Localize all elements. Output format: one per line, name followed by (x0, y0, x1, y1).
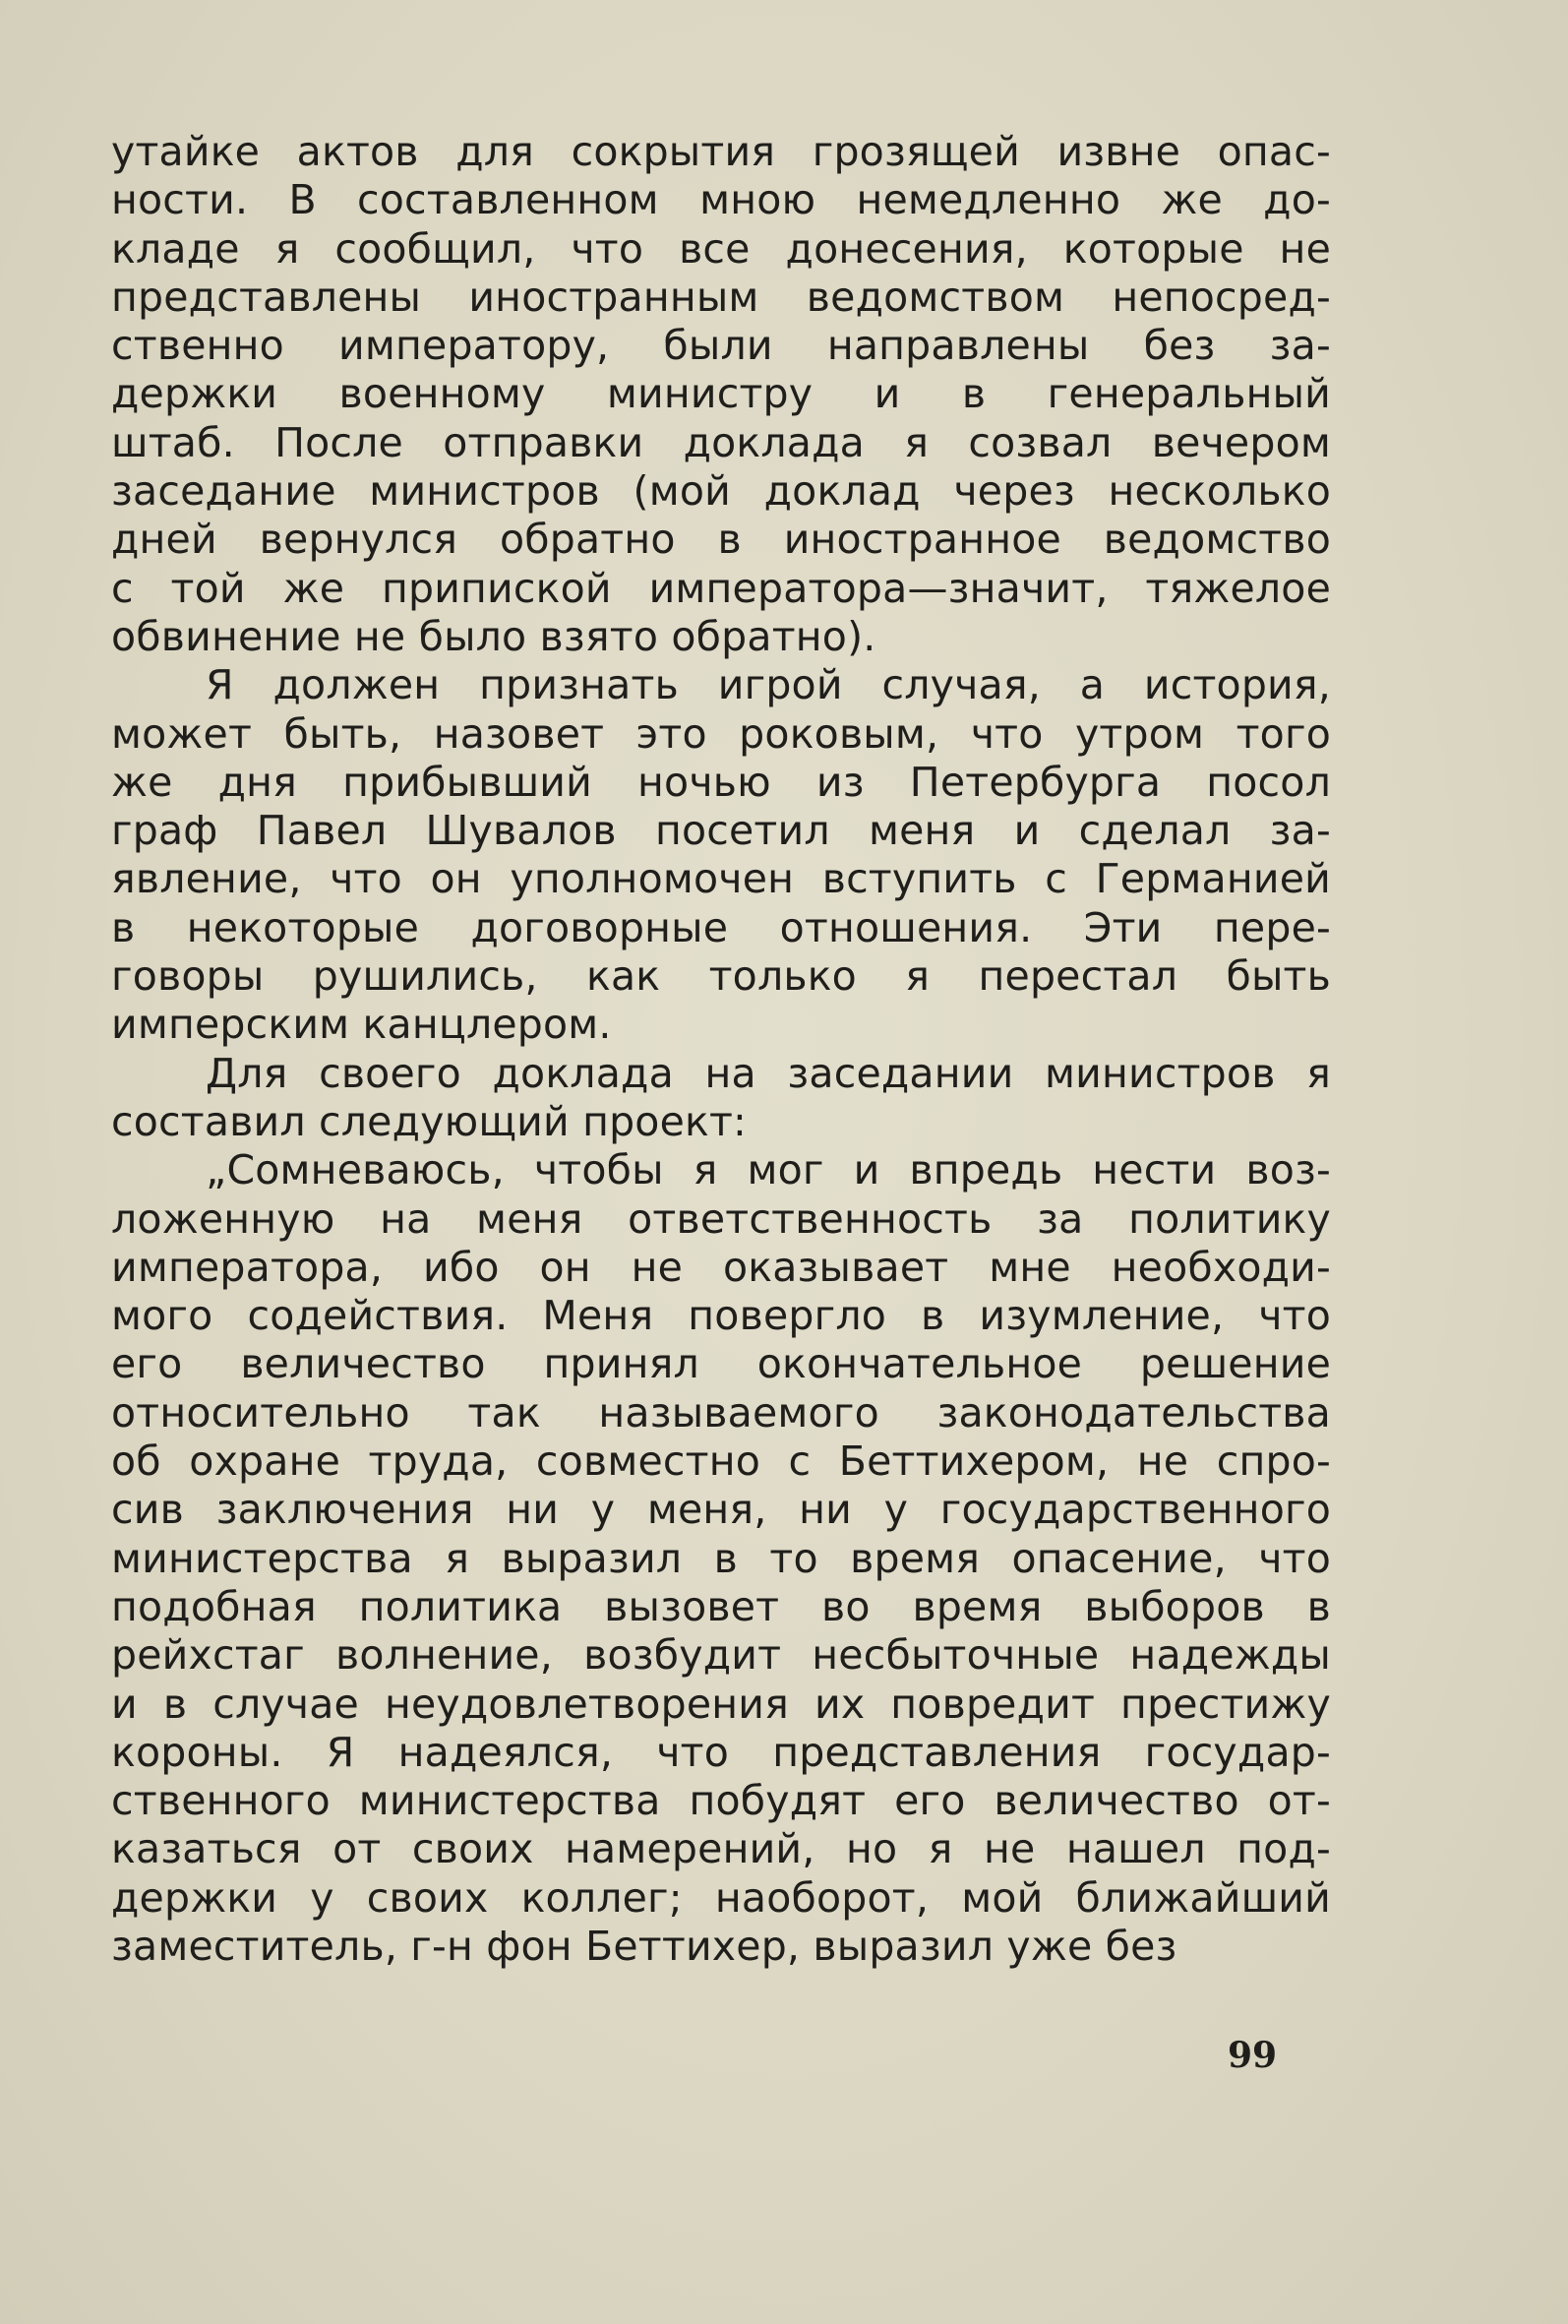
text-line: штаб. После отправки доклада я созвал вечером (111, 418, 1331, 466)
paragraph (111, 661, 1331, 1049)
text-line: заместитель, г-н фон Беттихер, выразил уже без (111, 1922, 1177, 1970)
text-line: имперским канцлером. (111, 1001, 612, 1049)
text-line: обвинение не было взято обратно). (111, 612, 876, 660)
text-line: короны. Я надеялся, что представления государ- (111, 1728, 1331, 1776)
text-line: ственно императору, были направлены без за- (111, 322, 1331, 370)
text-line: „Сомневаюсь, чтобы я мог и впредь нести воз- (206, 1146, 1331, 1194)
text-line: держки у своих коллег; наоборот, мой ближайший (111, 1873, 1331, 1922)
text-line: ности. В составленном мною немедленно же до- (111, 176, 1331, 224)
text-line: дней вернулся обратно в иностранное ведомство (111, 516, 1331, 564)
text-line: представлены иностранным ведомством непосред- (111, 273, 1331, 321)
paragraph (111, 128, 1331, 661)
text-line: может быть, назовет это роковым, что утром того (111, 709, 1331, 758)
paragraph (111, 1146, 1331, 1971)
text-line: рейхстаг волнение, возбудит несбыточные надежды (111, 1631, 1331, 1680)
text-line: же дня прибывший ночью из Петербурга посол (111, 758, 1331, 806)
page-number: 99 (1228, 2035, 1278, 2076)
text-line: ложенную на меня ответственность за политику (111, 1194, 1331, 1243)
text-line: явление, что он уполномочен вступить с Германией (111, 855, 1331, 903)
text-line: составил следующий проект: (111, 1097, 748, 1145)
text-line: сив заключения ни у меня, ни у государственного (111, 1486, 1331, 1534)
text-line: его величество принял окончательное решение (111, 1340, 1331, 1388)
text-line: держки военному министру и в генеральный (111, 370, 1331, 418)
text-line: кладе я сообщил, что все донесения, которые не (111, 224, 1331, 273)
text-line: граф Павел Шувалов посетил меня и сделал за- (111, 807, 1331, 855)
text-line: заседание министров (мой доклад через несколько (111, 467, 1331, 516)
paragraph (111, 1050, 1331, 1147)
text-line: подобная политика вызовет во время выборов в (111, 1582, 1331, 1630)
text-line: и в случае неудовлетворения их повредит престижу (111, 1680, 1331, 1728)
text-line: Я должен признать игрой случая, а история, (206, 661, 1331, 709)
body-text (111, 128, 1331, 1971)
text-line: относительно так называемого законодательства (111, 1388, 1331, 1437)
text-line: императора, ибо он не оказывает мне необходи- (111, 1243, 1331, 1291)
text-line: ственного министерства побудят его величество от- (111, 1777, 1331, 1825)
text-line: в некоторые договорные отношения. Эти пере- (111, 903, 1331, 951)
text-line: утайке актов для сокрытия грозящей извне опас- (111, 128, 1331, 175)
text-line: Для своего доклада на заседании министров я (206, 1049, 1331, 1097)
text-line: мого содействия. Меня повергло в изумление, что (111, 1292, 1331, 1340)
text-line: об охране труда, совместно с Беттихером, не спро- (111, 1437, 1331, 1486)
text-line: казаться от своих намерений, но я не нашел под- (111, 1825, 1331, 1873)
text-line: говоры рушились, как только я перестал быть (111, 952, 1331, 1001)
text-line: с той же припиской императора—значит, тяжелое (111, 564, 1331, 612)
text-line: министерства я выразил в то время опасение, что (111, 1534, 1331, 1582)
